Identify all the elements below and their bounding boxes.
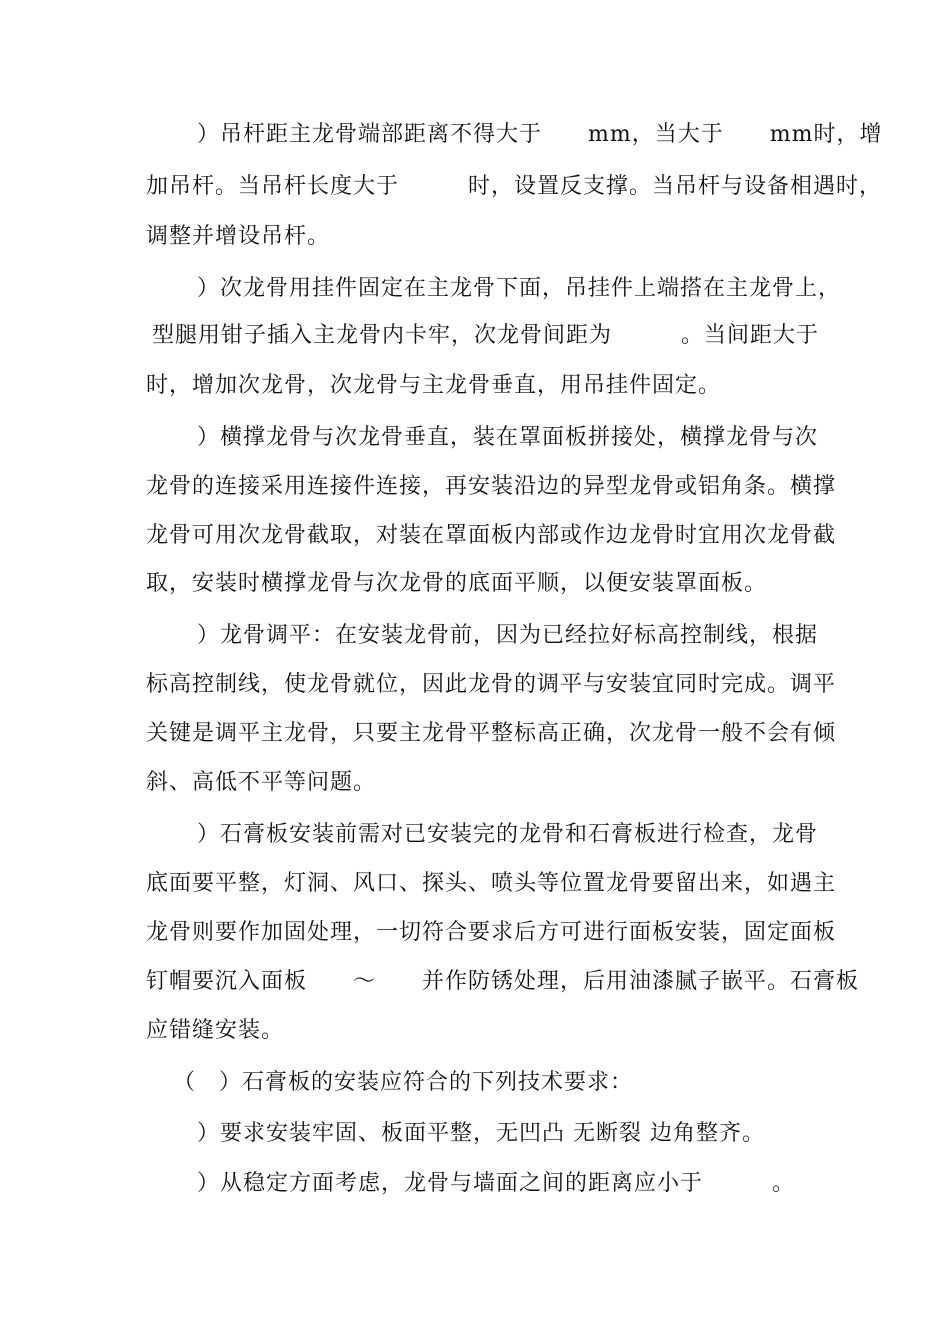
text-line: ）龙骨调平：在安装龙骨前，因为已经拉好标高控制线，根据 <box>197 623 819 648</box>
text-line: ）横撑龙骨与次龙骨垂直，装在罩面板拼接处，横撑龙骨与次 <box>197 425 819 450</box>
text-line: 关键是调平主龙骨，只要主龙骨平整标高正确，次龙骨一般不会有倾 <box>146 721 837 746</box>
text-line: 钉帽要沉入面板 ～ 并作防锈处理，后用油漆腻子嵌平。石膏板 <box>146 969 860 994</box>
text-line: 龙骨的连接采用连接件连接，再安装沿边的异型龙骨或铝角条。横撑 <box>146 474 837 499</box>
text-line: ）从稳定方面考虑，龙骨与墙面之间的距离应小于 。 <box>197 1171 796 1196</box>
text-line: 应错缝安装。 <box>146 1018 285 1043</box>
text-line: 型腿用钳子插入主龙骨内卡牢，次龙骨间距为 。当间距大于 <box>152 323 820 348</box>
text-line: 龙骨则要作加固处理，一切符合要求后方可进行面板安装，固定面板 <box>146 920 837 945</box>
text-line: 调整并增设吊杆。 <box>146 224 331 249</box>
text-line: 底面要平整，灯洞、风口、探头、喷头等位置龙骨要留出来，如遇主 <box>146 871 837 896</box>
text-line: ）吊杆距主龙骨端部距离不得大于 mm，当大于 mm时，增 <box>197 122 883 147</box>
text-line: 斜、高低不平等问题。 <box>146 770 377 795</box>
text-line: 标高控制线，使龙骨就位，因此龙骨的调平与安装宜同时完成。调平 <box>146 672 837 697</box>
text-line: ）要求安装牢固、板面平整，无凹凸 无断裂 边角整齐。 <box>197 1121 765 1146</box>
text-line: 加吊杆。当吊杆长度大于 时，设置反支撑。当吊杆与设备相遇时， <box>146 174 883 199</box>
text-line: ）石膏板安装前需对已安装完的龙骨和石膏板进行检查，龙骨 <box>197 822 819 847</box>
text-line: 取，安装时横撑龙骨与次龙骨的底面平顺，以便安装罩面板。 <box>146 571 768 596</box>
text-line: 时，增加次龙骨，次龙骨与主龙骨垂直，用吊挂件固定。 <box>146 373 722 398</box>
text-line: 龙骨可用次龙骨截取，对装在罩面板内部或作边龙骨时宜用次龙骨截 <box>146 523 837 548</box>
text-line: ）次龙骨用挂件固定在主龙骨下面，吊挂件上端搭在主龙骨上， <box>197 276 842 301</box>
section-heading: （ ）石膏板的安装应符合的下列技术要求： <box>173 1070 634 1095</box>
